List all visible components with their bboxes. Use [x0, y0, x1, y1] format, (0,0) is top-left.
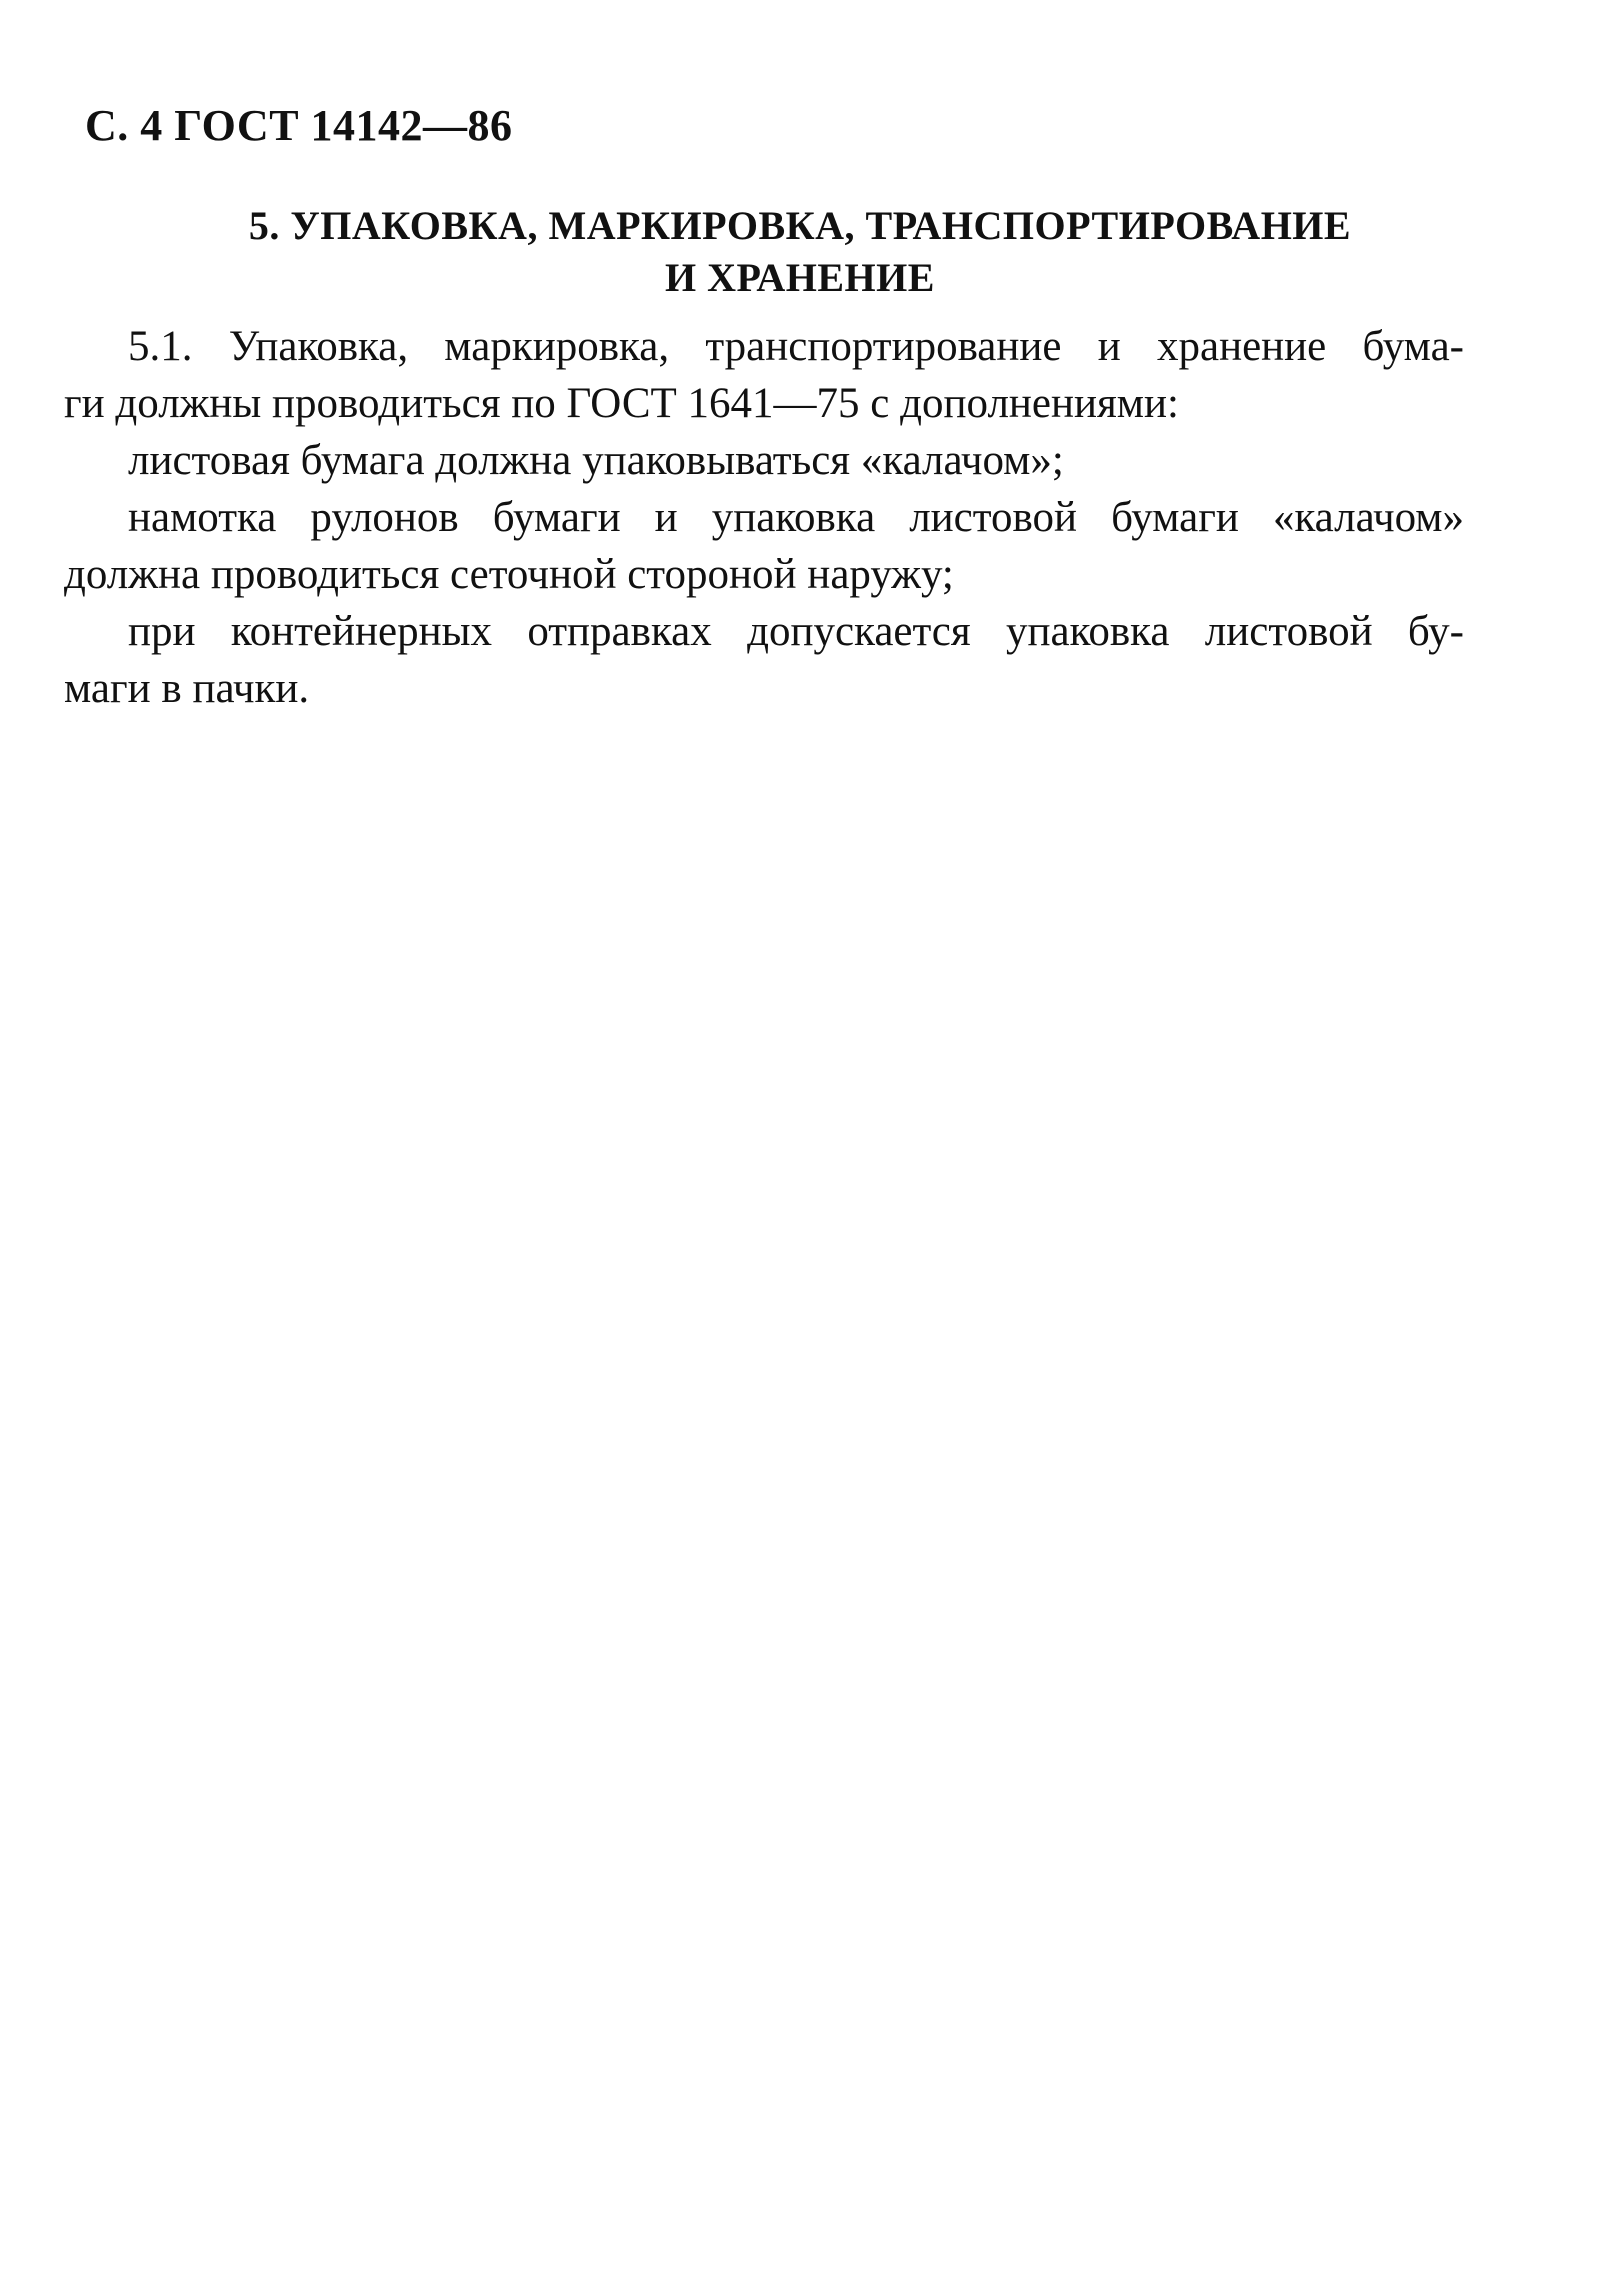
running-header: С. 4 ГОСТ 14142—86 — [85, 101, 513, 150]
paragraph-line: маги в пачки. — [64, 665, 310, 712]
section-title — [60, 200, 1540, 304]
section-title-line-1: 5. УПАКОВКА, МАРКИРОВКА, ТРАНСПОРТИРОВАНИЕ — [248, 203, 1352, 248]
paragraph-line: ги должны проводиться по ГОСТ 1641—75 с дополнениями: — [64, 380, 1179, 427]
paragraph-line: листовая бумага должна упаковываться «калачом»; — [128, 437, 1064, 484]
section-title-line-2: И ХРАНЕНИЕ — [665, 255, 935, 300]
paragraph-line: намотка рулонов бумаги и упаковка листовой бумаги «калачом» — [128, 494, 1464, 541]
paragraph-line: 5.1. Упаковка, маркировка, транспортирование и хранение бума- — [128, 323, 1464, 370]
paragraph-line: при контейнерных отправках допускается упаковка листовой бу- — [128, 608, 1464, 655]
paragraph-line: должна проводиться сеточной стороной наружу; — [64, 551, 954, 598]
section-body — [64, 318, 1464, 717]
